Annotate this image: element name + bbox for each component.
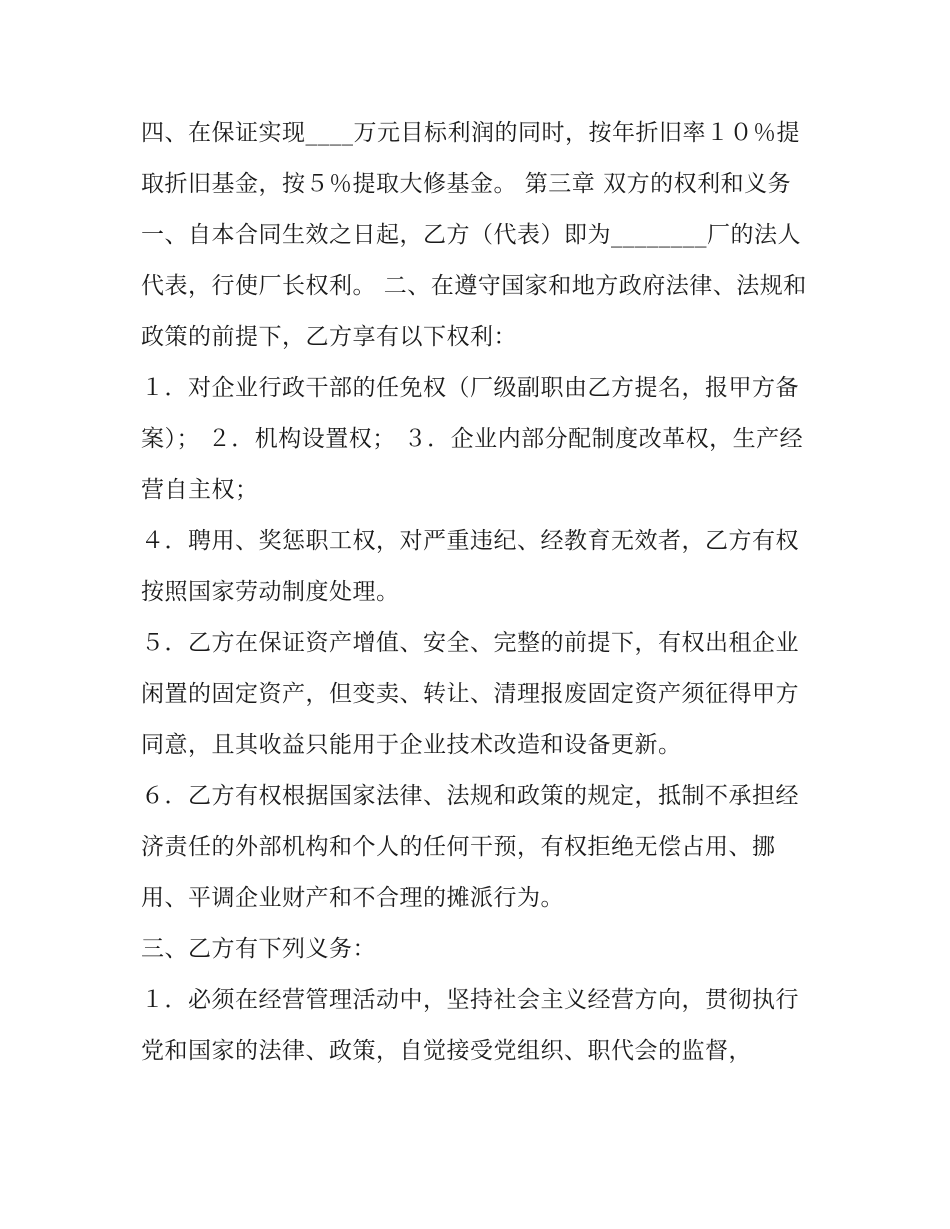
paragraph-right-5: ５．乙方在保证资产增值、安全、完整的前提下，有权出租企业闲置的固定资产，但变卖、转让、清理报废固定资产须征得甲方同意，且其收益只能用于企业技术改造和设备更新。 [141,630,799,758]
paragraph-rights-1-3: １．对企业行政干部的任免权（厂级副职由乙方提名，报甲方备案）； ２．机构设置权； ３．企业内部分配制度改革权，生产经营自主权； [141,375,804,503]
paragraph-article-4: 四、在保证实现____万元目标利润的同时，按年折旧率１０％提取折旧基金，按５％提取大修基金。 第三章 双方的权利和义务 [141,120,800,197]
paragraph-right-6: ６．乙方有权根据国家法律、法规和政策的规定，抵制不承担经济责任的外部机构和个人的任何干预，有权拒绝无偿占用、挪用、平调企业财产和不合理的摊派行为。 [141,783,799,911]
document-body [141,108,821,1077]
paragraph-legal-representative: 一、自本合同生效之日起，乙方（代表）即为________厂的法人代表，行使厂长权利。 二、在遵守国家和地方政府法律、法规和政策的前提下，乙方享有以下权利： [141,222,807,350]
paragraph-obligation-1: １．必须在经营管理活动中，坚持社会主义经营方向，贯彻执行党和国家的法律、政策，自觉接受党组织、职代会的监督， [141,987,799,1064]
paragraph-obligations-heading: 三、乙方有下列义务： [141,936,376,962]
paragraph-right-4: ４．聘用、奖惩职工权，对严重违纪、经教育无效者，乙方有权按照国家劳动制度处理。 [141,528,799,605]
